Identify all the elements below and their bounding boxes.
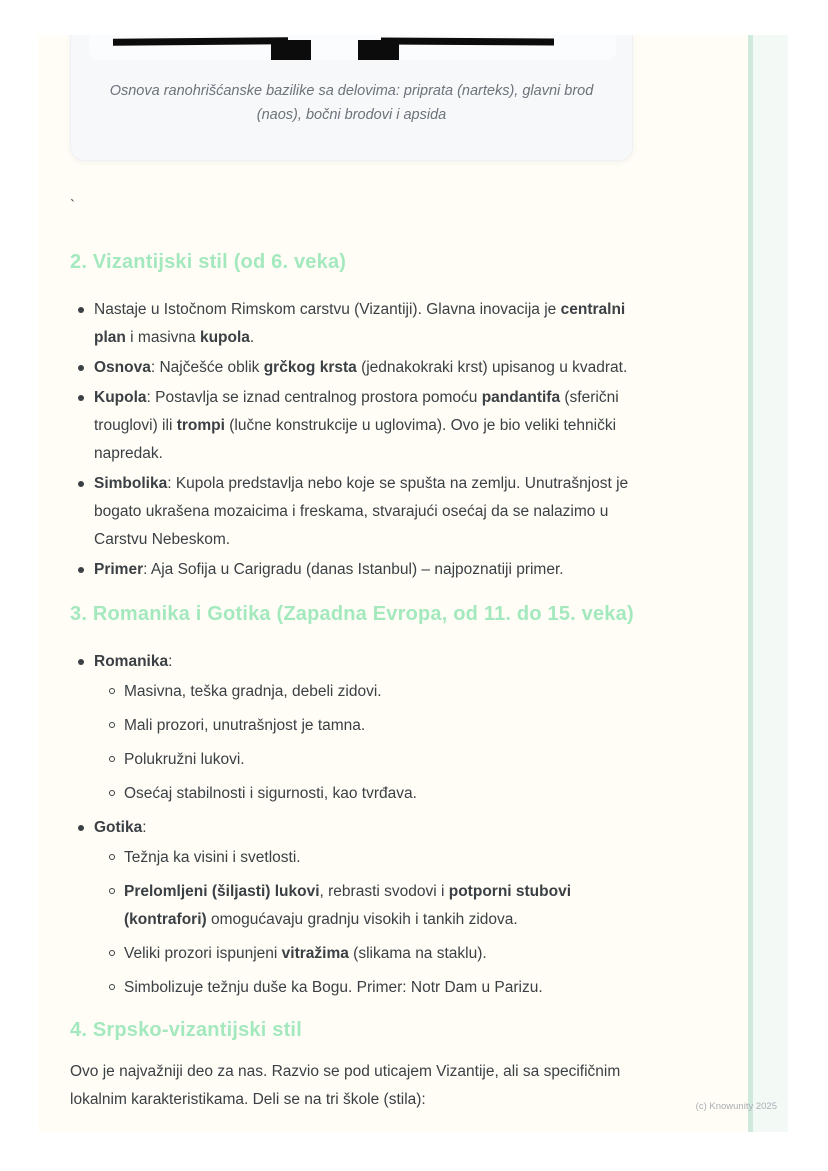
bold-text-segment: centralni plan: [94, 301, 626, 346]
list-item-text: [124, 883, 571, 928]
text-segment: (lučne konstrukcije u uglovima). Ovo je bio veliki tehnički napredak.: [94, 417, 617, 462]
bold-text-segment: Kupola: [94, 389, 147, 406]
disc-bullet-icon: [78, 365, 84, 371]
circle-bullet-icon: [109, 790, 115, 796]
figure-caption: Osnova ranohrišćanske bazilike sa delovima: priprata (narteks), glavni brod (naos), bočni brodovi i apsida: [109, 83, 594, 123]
bold-text-segment: pandantifa: [481, 389, 561, 406]
section-romanika-i-gotika: [70, 601, 652, 1008]
circle-bullet-icon: [109, 854, 115, 860]
list-item-text: [94, 389, 619, 462]
section-heading: 2. Vizantijski stil (od 6. veka): [70, 251, 347, 273]
text-segment: Težnja ka visini i svetlosti.: [124, 849, 301, 866]
list-item-text: [94, 475, 628, 548]
list-item-text: [124, 849, 301, 866]
bold-text-segment: Gotika: [94, 819, 143, 836]
bullet-list: [70, 296, 652, 584]
text-segment: Veliki prozori ispunjeni: [124, 945, 282, 962]
disc-bullet-icon: [78, 481, 84, 487]
text-segment: i masivna: [125, 329, 200, 346]
plan-wall-left-block-shape: [271, 40, 311, 60]
list-item-text: [124, 785, 417, 802]
list-item-text: [94, 653, 172, 670]
sub-list-item: [102, 940, 652, 968]
text-segment: (slikama na staklu).: [348, 945, 487, 962]
list-item: [70, 354, 652, 382]
section-heading: 3. Romanika i Gotika (Zapadna Evropa, od 11. do 15. veka): [70, 603, 634, 625]
bold-text-segment: vitražima: [281, 945, 349, 962]
circle-bullet-icon: [109, 984, 115, 990]
sub-list-item: [102, 780, 652, 808]
basilica-floor-plan-image: [89, 35, 616, 60]
text-segment: : Postavlja se iznad centralnog prostora pomoću: [146, 389, 482, 406]
sub-list-item: [102, 844, 652, 872]
bold-text-segment: Romanika: [94, 653, 169, 670]
list-item: [70, 296, 652, 352]
sub-list-item: [102, 678, 652, 706]
text-segment: Simbolizuje težnju duše ka Bogu. Primer: Notr Dam u Parizu.: [124, 979, 543, 996]
list-item-text: [124, 717, 365, 734]
disc-bullet-icon: [78, 567, 84, 573]
page-edge-accent-strip: [753, 35, 788, 1132]
text-segment: Masivna, teška gradnja, debeli zidovi.: [124, 683, 382, 700]
list-item: [70, 814, 652, 1002]
paragraph: [70, 1058, 652, 1114]
text-segment: .: [249, 329, 255, 346]
bold-text-segment: Osnova: [94, 359, 151, 376]
bold-text-segment: Primer: [94, 561, 144, 578]
disc-bullet-icon: [78, 659, 84, 665]
list-item-text: [94, 819, 147, 836]
list-item: [70, 384, 652, 468]
text-segment: Polukružni lukovi.: [124, 751, 245, 768]
copyright-notice: (c) Knowunity 2025: [695, 1101, 777, 1112]
circle-bullet-icon: [109, 888, 115, 894]
nested-bullet-list: [102, 678, 652, 808]
text-segment: omogućavaju gradnju visokih i tankih zidova.: [206, 911, 518, 928]
list-item: [70, 556, 652, 584]
bold-text-segment: trompi: [176, 417, 225, 434]
sub-list-item: [102, 878, 652, 934]
bold-text-segment: Simbolika: [94, 475, 168, 492]
list-item-text: [94, 561, 564, 578]
bold-text-segment: kupola: [199, 329, 250, 346]
list-item-text: [94, 359, 627, 376]
sub-list-item: [102, 974, 652, 1002]
stray-backtick-text: `: [70, 197, 75, 214]
section-srpsko-vizantijski-stil: [70, 1017, 652, 1114]
text-segment: Nastaje u Istočnom Rimskom carstvu (Vizantiji). Glavna inovacija je: [94, 301, 561, 318]
bold-text-segment: grčkog krsta: [263, 359, 357, 376]
text-segment: : Kupola predstavlja nebo koje se spušta na zemlju. Unutrašnjost je bogato ukrašena mozaicima i freskama, stvarajući osećaj da se nalazimo u Carstvu Nebeskom.: [94, 475, 629, 548]
list-item-text: [124, 945, 487, 962]
sub-list-item: [102, 746, 652, 774]
text-segment: :: [142, 819, 147, 836]
list-item: [70, 470, 652, 554]
text-segment: (jednakokraki krst) upisanog u kvadrat.: [356, 359, 628, 376]
text-segment: (sferični trouglovi) ili: [94, 389, 619, 434]
plan-wall-left-shape: [113, 37, 288, 46]
sub-list-item: [102, 712, 652, 740]
list-item-text: [124, 979, 543, 996]
list-item: [70, 648, 652, 808]
list-item-text: [94, 301, 625, 346]
list-item-text: [124, 683, 382, 700]
list-item-text: [124, 751, 245, 768]
document-page: [38, 35, 788, 1132]
plan-wall-right-shape: [381, 38, 554, 46]
bold-text-segment: Prelomljeni (šiljasti) lukovi: [124, 883, 320, 900]
disc-bullet-icon: [78, 825, 84, 831]
nested-bullet-list: [102, 844, 652, 1002]
text-segment: Osećaj stabilnosti i sigurnosti, kao tvrđava.: [124, 785, 417, 802]
text-segment: :: [168, 653, 173, 670]
bold-text-segment: potporni stubovi (kontrafori): [124, 883, 572, 928]
circle-bullet-icon: [109, 756, 115, 762]
text-segment: , rebrasti svodovi i: [319, 883, 449, 900]
disc-bullet-icon: [78, 395, 84, 401]
text-segment: Ovo je najvažniji deo za nas. Razvio se pod uticajem Vizantije, ali sa specifičnim lokalnim karakteristikama. Deli se na tri škole (stila):: [70, 1063, 621, 1108]
disc-bullet-icon: [78, 307, 84, 313]
text-segment: : Aja Sofija u Carigradu (danas Istanbul) – najpoznatiji primer.: [143, 561, 564, 578]
text-segment: Mali prozori, unutrašnjost je tamna.: [124, 717, 366, 734]
figure-card: [70, 35, 633, 161]
circle-bullet-icon: [109, 722, 115, 728]
text-segment: : Najčešće oblik: [150, 359, 264, 376]
circle-bullet-icon: [109, 950, 115, 956]
bullet-list: [70, 648, 652, 1002]
section-vizantijski-stil: [70, 249, 652, 586]
section-heading: 4. Srpsko-vizantijski stil: [70, 1019, 302, 1041]
circle-bullet-icon: [109, 688, 115, 694]
